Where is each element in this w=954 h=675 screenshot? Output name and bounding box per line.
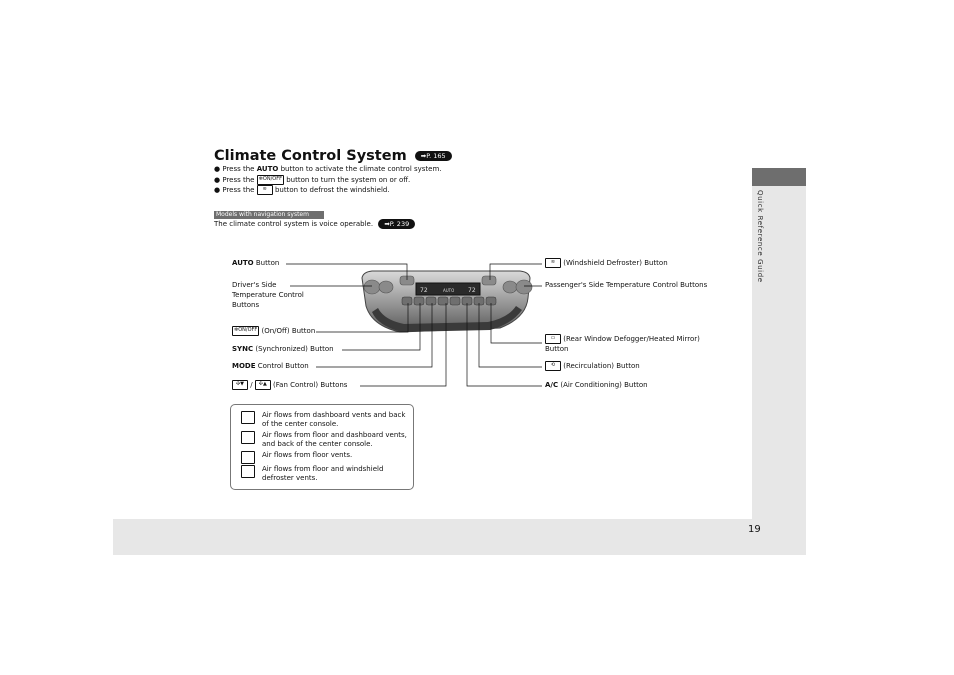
callout-defroster-text: (Windshield Defroster) Button [561, 259, 668, 267]
callout-onoff [232, 326, 315, 336]
callout-fan [232, 380, 347, 390]
defrost-icon: ≋ [545, 258, 561, 268]
display-left: 72 [420, 287, 428, 294]
fan-down-knob [438, 297, 448, 305]
floor-vent-icon [241, 451, 255, 464]
on-off-icon-text: ON/OFF [262, 176, 282, 182]
on-off-icon-text: ON/OFF [238, 327, 258, 333]
callout-ac-key: A/C [545, 381, 559, 389]
dash-vent-icon [241, 411, 255, 424]
callout-mode-text: Control Button [255, 362, 309, 370]
callout-mode [232, 361, 309, 371]
callout-onoff-text: (On/Off) Button [259, 327, 316, 335]
floor-defrost-vent-icon [241, 465, 255, 478]
callout-sync-text: (Synchronized) Button [253, 345, 334, 353]
defrost-knob [482, 276, 496, 285]
callout-passenger: Passenger's Side Temperature Control Buttons [545, 281, 708, 289]
callout-rear [545, 334, 720, 354]
title-text: Climate Control System [214, 148, 407, 164]
floor-dash-vent-icon [241, 431, 255, 444]
bullet-text: Press the [222, 165, 257, 173]
fan-up-knob [450, 297, 460, 305]
callout-recirc-text: (Recirculation) Button [561, 362, 640, 370]
callout-sync [232, 344, 334, 354]
airflow-text: Air flows from floor and dashboard vents, and back of the center console. [262, 431, 407, 448]
voice-page-ref-link[interactable]: ➡P. 239 [378, 219, 415, 229]
recirculation-icon: ⟲ [545, 361, 561, 371]
fan-down-icon: ✣▼ [232, 380, 248, 390]
page-ref-label: P. 165 [426, 152, 446, 160]
callout-ac [545, 380, 648, 390]
mode-knob [426, 297, 436, 305]
callout-ac-text: (Air Conditioning) Button [558, 381, 648, 389]
voice-page-ref-label: P. 239 [389, 220, 410, 228]
callout-driver: Driver's Side Temperature Control Buttons [232, 281, 304, 309]
callout-auto [232, 258, 279, 268]
display-right: 72 [468, 287, 476, 294]
models-note: Models with navigation system [214, 211, 324, 219]
bullet-text: Press the [222, 186, 257, 194]
passenger-temp-up-knob [503, 281, 517, 293]
callout-auto-key: AUTO [232, 259, 254, 267]
airflow-legend [230, 404, 414, 490]
bullet-defrost: ● Press the ≋ button to defrost the windshield. [214, 186, 390, 194]
callout-sync-key: SYNC [232, 345, 254, 353]
voice-text: The climate control system is voice operable. [214, 220, 374, 228]
on-off-icon: ❄ON/OFF [257, 175, 284, 185]
callout-rear-text: (Rear Window Defogger/Heated Mirror) Button [545, 335, 700, 353]
airflow-text: Air flows from dashboard vents and back of the center console. [262, 411, 406, 428]
page-ref-link[interactable]: ➡P. 165 [415, 151, 452, 161]
bullet-text: Press the [222, 176, 257, 184]
airflow-text: Air flows from floor vents. [262, 451, 353, 459]
callout-fan-text: (Fan Control) Buttons [270, 381, 348, 389]
callout-recirc [545, 361, 640, 371]
bullet-text: button to activate the climate control system. [278, 165, 442, 173]
rear-defogger-icon: ▭ [545, 334, 561, 344]
driver-temp-down-knob [379, 281, 393, 293]
page-number: 19 [748, 524, 761, 535]
fan-up-icon: ✣▲ [255, 380, 271, 390]
on-off-icon: ❄ON/OFF [232, 326, 259, 336]
sync-knob [414, 297, 424, 305]
callout-defroster [545, 258, 668, 268]
side-tab-label: Quick Reference Guide [756, 190, 764, 283]
onoff-knob [402, 297, 412, 305]
display-mid: AUTO [443, 288, 455, 293]
bullet-text: button to defrost the windshield. [272, 186, 390, 194]
callout-mode-key: MODE [232, 362, 256, 370]
driver-temp-up-knob [364, 280, 380, 294]
airflow-text: Air flows from floor and windshield defroster vents. [262, 465, 384, 482]
callout-auto-text: Button [253, 259, 280, 267]
passenger-temp-down-knob [516, 280, 532, 294]
auto-key-label: AUTO [256, 165, 279, 173]
bullet-text: button to turn the system on or off. [283, 176, 411, 184]
defrost-icon: ≋ [257, 185, 273, 195]
bullet-onoff: ● Press the ❄ON/OFF button to turn the system on or off. [214, 176, 411, 184]
bullet-auto: ● Press the AUTO button to activate the climate control system. [214, 165, 442, 173]
callout-fan-sep: / [248, 381, 255, 389]
